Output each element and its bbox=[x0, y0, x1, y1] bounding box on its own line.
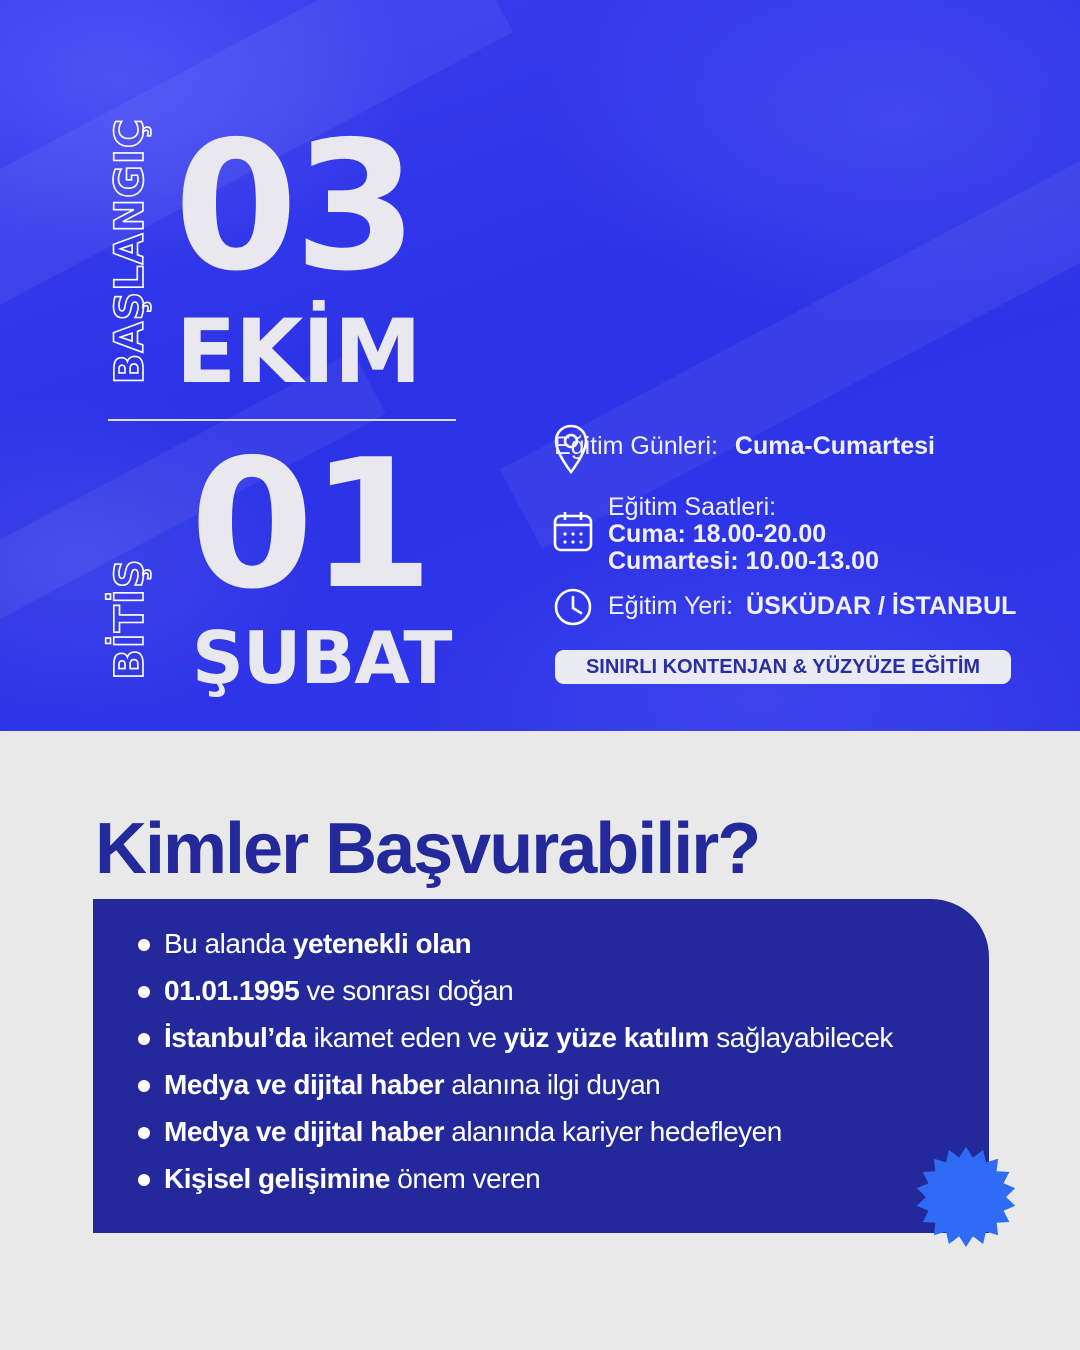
list-item: Medya ve dijital haber alanına ilgi duyan bbox=[138, 1065, 893, 1112]
list-item: Kişisel gelişimine önem veren bbox=[138, 1159, 893, 1206]
start-month: EKİM bbox=[176, 300, 421, 403]
end-month: ŞUBAT bbox=[192, 616, 452, 700]
training-hours-friday: Cuma: 18.00-20.00 bbox=[608, 520, 827, 548]
training-place-label: Eğitim Yeri: bbox=[608, 592, 734, 620]
training-hours bbox=[554, 494, 879, 575]
end-label: BİTİŞ bbox=[107, 558, 153, 680]
training-days bbox=[554, 432, 935, 461]
eligibility-list bbox=[138, 924, 893, 1206]
training-days-value: Cuma-Cumartesi bbox=[734, 432, 935, 460]
training-place-value: ÜSKÜDAR / İSTANBUL bbox=[746, 592, 1017, 620]
list-item: İstanbul’da ikamet eden ve yüz yüze katılım sağlayabilecek bbox=[138, 1018, 893, 1065]
list-item: Bu alanda yetenekli olan bbox=[138, 924, 893, 971]
start-label: BAŞLANGIÇ bbox=[107, 117, 153, 385]
starburst-icon bbox=[914, 1145, 1018, 1249]
training-hours-label: Eğitim Saatleri: bbox=[608, 493, 777, 521]
list-item: 01.01.1995 ve sonrası doğan bbox=[138, 971, 893, 1018]
list-item: Medya ve dijital haber alanında kariyer hedefleyen bbox=[138, 1112, 893, 1159]
limited-quota-badge: SINIRLI KONTENJAN & YÜZYÜZE EĞİTİM bbox=[555, 650, 1011, 684]
who-can-apply-heading: Kimler Başvurabilir? bbox=[95, 809, 760, 889]
background-streak bbox=[500, 141, 1080, 549]
training-hours-saturday: Cumartesi: 10.00-13.00 bbox=[608, 547, 879, 575]
training-days-label: Eğitim Günleri: bbox=[554, 432, 718, 460]
end-day: 01 bbox=[190, 421, 430, 628]
start-day: 03 bbox=[174, 103, 414, 310]
training-place bbox=[554, 592, 1016, 621]
